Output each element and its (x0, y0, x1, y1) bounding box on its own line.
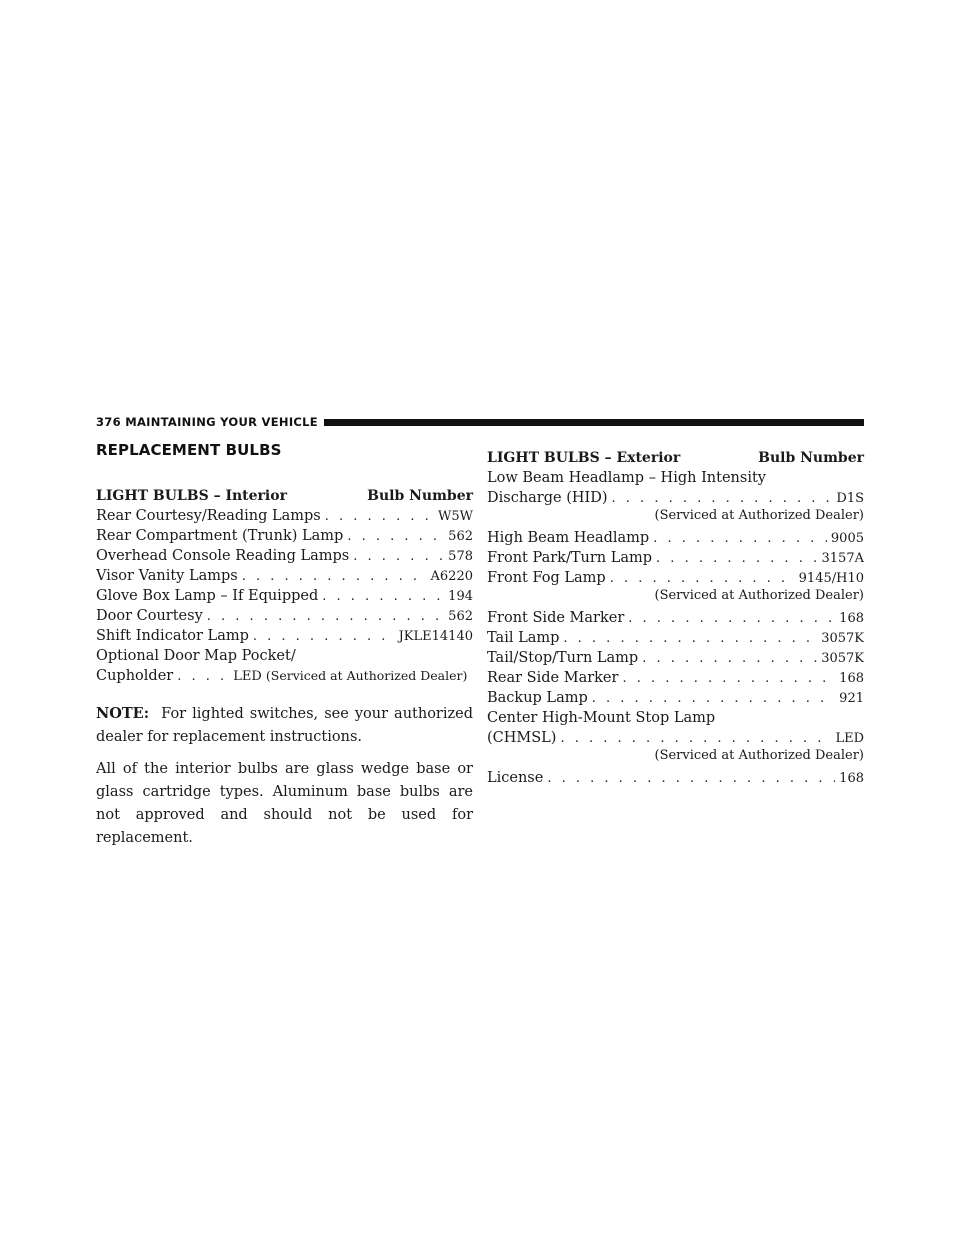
bulb-label: High Beam Headlamp (487, 530, 650, 546)
section-title: REPLACEMENT BULBS (96, 441, 282, 459)
page-header (96, 414, 864, 430)
exterior-row (487, 668, 864, 688)
bulb-label: Shift Indicator Lamp (96, 628, 249, 644)
bulb-number: JKLE14140 (398, 629, 473, 644)
exterior-table-header (487, 448, 864, 468)
bulb-number: 9145/H10 (798, 571, 864, 586)
dot-leader (242, 567, 427, 587)
exterior-row (487, 568, 864, 588)
bulb-number: W5W (438, 509, 473, 524)
exterior-bulb-number-heading: Bulb Number (758, 450, 864, 466)
bulb-label: (CHMSL) (487, 730, 557, 746)
dot-leader (628, 609, 835, 629)
bulb-label: Rear Side Marker (487, 670, 619, 686)
bulb-number (233, 666, 467, 687)
note-text: For lighted switches, see your authorized dealer for replacement instructions. (96, 706, 474, 745)
dot-leader (253, 627, 395, 647)
bulb-number: 578 (448, 549, 473, 564)
page-number-label: 376 MAINTAINING YOUR VEHICLE (96, 415, 318, 429)
bulb-number: A6220 (430, 569, 473, 584)
bulb-number: D1S (836, 491, 864, 506)
dot-leader (612, 489, 833, 509)
exterior-row (487, 548, 864, 568)
exterior-row (487, 628, 864, 648)
bulb-number: 921 (839, 691, 864, 706)
bulb-number: 194 (448, 589, 473, 604)
exterior-row (487, 728, 864, 748)
interior-row (96, 586, 473, 606)
exterior-row (487, 768, 864, 788)
dot-leader (353, 547, 444, 567)
bulb-label: Tail Lamp (487, 630, 560, 646)
service-note: (Serviced at Authorized Dealer) (654, 588, 864, 603)
interior-heading: LIGHT BULBS – Interior (96, 488, 287, 504)
bulb-label: Discharge (HID) (487, 490, 608, 506)
dot-leader (322, 587, 444, 607)
bulb-label: Glove Box Lamp – If Equipped (96, 588, 319, 604)
bulb-number: 562 (448, 609, 473, 624)
exterior-column (487, 448, 864, 788)
dot-leader (592, 689, 835, 709)
interior-table-header (96, 486, 473, 506)
interior-column (96, 486, 473, 850)
exterior-row (487, 688, 864, 708)
dot-leader (207, 607, 444, 627)
bulb-label: Rear Courtesy/Reading Lamps (96, 508, 321, 524)
interior-bulb-paragraph: All of the interior bulbs are glass wedge base or glass cartridge types. Aluminum base bulbs are not approved and should not be used for replacement. (96, 761, 473, 846)
service-note: (Serviced at Authorized Dealer) (654, 508, 864, 523)
bulb-number: 9005 (830, 531, 864, 546)
dot-leader (610, 569, 795, 589)
bulb-number: 168 (839, 771, 864, 786)
bulb-number: 168 (839, 611, 864, 626)
interior-row (96, 526, 473, 546)
exterior-row (487, 528, 864, 548)
bulb-label: Rear Compartment (Trunk) Lamp (96, 528, 344, 544)
note-label: NOTE: (96, 705, 150, 722)
dot-leader (560, 729, 831, 749)
bulb-label: Cupholder (96, 668, 174, 684)
dot-leader (325, 507, 434, 527)
bulb-number: 562 (448, 529, 473, 544)
dot-leader (547, 769, 835, 789)
dot-leader (347, 527, 444, 547)
bulb-label: Front Fog Lamp (487, 570, 606, 586)
interior-row (96, 606, 473, 626)
dot-leader (653, 529, 827, 549)
exterior-row (487, 608, 864, 628)
interior-row (96, 506, 473, 526)
bulb-label: Visor Vanity Lamps (96, 568, 238, 584)
bulb-number: LED (835, 731, 864, 746)
exterior-row (487, 648, 864, 668)
dot-leader (177, 667, 229, 687)
exterior-row (487, 488, 864, 508)
interior-row (96, 666, 473, 686)
interior-row (96, 626, 473, 646)
bulb-label: Backup Lamp (487, 690, 588, 706)
bulb-label: Door Courtesy (96, 608, 203, 624)
bulb-label-line: Low Beam Headlamp – High Intensity (487, 470, 766, 486)
dot-leader (642, 649, 817, 669)
bulb-number: 3057K (821, 651, 864, 666)
bulb-label-line: Optional Door Map Pocket/ (96, 648, 296, 664)
bulb-number: 3157A (821, 551, 864, 566)
bulb-label: Tail/Stop/Turn Lamp (487, 650, 639, 666)
service-note: (Serviced at Authorized Dealer) (654, 748, 864, 763)
interior-row (96, 566, 473, 586)
dot-leader (622, 669, 835, 689)
dot-leader (656, 549, 817, 569)
interior-bulb-number-heading: Bulb Number (367, 488, 473, 504)
service-note: (Serviced at Authorized Dealer) (265, 668, 468, 683)
header-rule (324, 419, 864, 426)
bulb-label: Front Park/Turn Lamp (487, 550, 653, 566)
bulb-label: License (487, 770, 544, 786)
bulb-label: Overhead Console Reading Lamps (96, 548, 350, 564)
bulb-number-value: LED (233, 669, 262, 684)
exterior-heading: LIGHT BULBS – Exterior (487, 450, 681, 466)
interior-row (96, 546, 473, 566)
bulb-number: 3057K (821, 631, 864, 646)
dot-leader (563, 629, 817, 649)
bulb-label-line: Center High-Mount Stop Lamp (487, 710, 716, 726)
bulb-number: 168 (839, 671, 864, 686)
bulb-label: Front Side Marker (487, 610, 625, 626)
note-paragraph (96, 702, 473, 749)
